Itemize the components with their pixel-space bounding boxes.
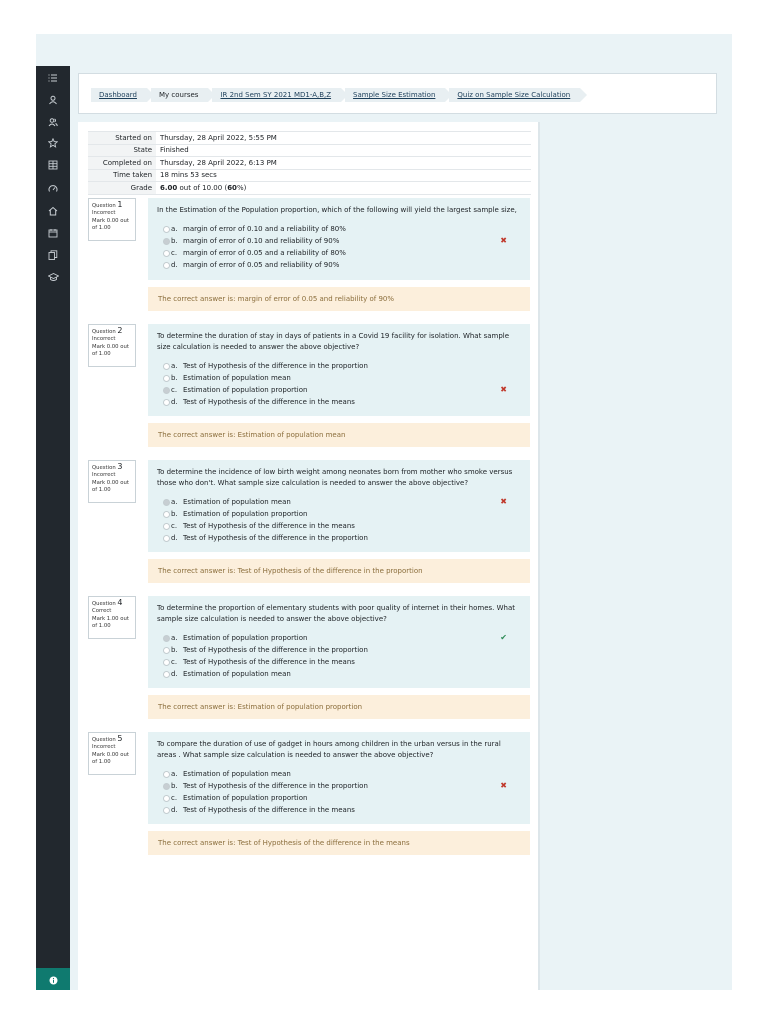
radio-button-selected[interactable] bbox=[163, 499, 170, 506]
incorrect-icon: ✖ bbox=[500, 236, 507, 245]
answer-option[interactable]: c. Estimation of population proportion bbox=[157, 792, 521, 804]
question-status: Incorrect bbox=[92, 210, 116, 217]
question-mark: Mark 0.00 out of 1.00 bbox=[92, 751, 129, 766]
sidebar bbox=[36, 66, 70, 990]
answer-option[interactable]: a. margin of error of 0.10 and a reliability of 80% bbox=[157, 223, 521, 235]
users-icon[interactable] bbox=[36, 114, 70, 130]
answer-options bbox=[157, 223, 521, 271]
breadcrumb-panel bbox=[78, 73, 717, 114]
question-text: To determine the duration of stay in days of patients in a Covid 19 facility for isolation. What sample size calculation is needed to answer the above objective? bbox=[157, 332, 510, 351]
summary-row bbox=[88, 132, 531, 145]
question-info bbox=[88, 732, 136, 775]
answer-option[interactable]: d. Test of Hypothesis of the difference in the proportion bbox=[157, 532, 521, 544]
breadcrumb-course[interactable]: IR 2nd Sem SY 2021 MD1-A,B,Z bbox=[212, 88, 341, 102]
incorrect-icon: ✖ bbox=[500, 781, 507, 790]
summary-label: State bbox=[88, 144, 156, 157]
grade-value bbox=[156, 182, 531, 195]
answer-option[interactable]: d. Test of Hypothesis of the difference in the means bbox=[157, 396, 521, 408]
question-number: Question 4 bbox=[92, 598, 123, 607]
breadcrumb-dashboard[interactable]: Dashboard bbox=[91, 88, 147, 102]
radio-button[interactable] bbox=[163, 771, 170, 778]
answer-option[interactable]: b. Test of Hypothesis of the difference in the proportion bbox=[157, 644, 521, 656]
answer-option[interactable]: a. Estimation of population mean ✖ bbox=[157, 496, 521, 508]
star-icon[interactable] bbox=[36, 135, 70, 151]
answer-option[interactable]: a. Test of Hypothesis of the difference in the proportion bbox=[157, 360, 521, 372]
radio-button[interactable] bbox=[163, 523, 170, 530]
grade-close: %) bbox=[236, 183, 247, 192]
correct-answer-feedback: The correct answer is: Estimation of population mean bbox=[148, 423, 530, 447]
breadcrumb bbox=[91, 88, 584, 102]
question-status: Incorrect bbox=[92, 472, 116, 479]
answer-option[interactable]: c. Test of Hypothesis of the difference in the means bbox=[157, 656, 521, 668]
question-text: In the Estimation of the Population proportion, which of the following will yield the largest sample size, bbox=[157, 206, 517, 214]
question-info bbox=[88, 198, 136, 241]
question-status: Correct bbox=[92, 608, 112, 615]
calendar-icon[interactable] bbox=[36, 225, 70, 241]
question-number: Question 1 bbox=[92, 200, 123, 209]
radio-button[interactable] bbox=[163, 375, 170, 382]
user-icon[interactable] bbox=[36, 92, 70, 108]
question-content bbox=[148, 460, 530, 552]
summary-label: Grade bbox=[88, 182, 156, 195]
incorrect-icon: ✖ bbox=[500, 497, 507, 506]
incorrect-icon: ✖ bbox=[500, 385, 507, 394]
question-mark: Mark 0.00 out of 1.00 bbox=[92, 217, 129, 232]
answer-option[interactable]: d. Estimation of population mean bbox=[157, 668, 521, 680]
summary-value: Thursday, 28 April 2022, 6:13 PM bbox=[156, 157, 531, 170]
graduation-cap-icon[interactable] bbox=[36, 269, 70, 285]
answer-option[interactable]: b. Estimation of population mean bbox=[157, 372, 521, 384]
summary-row bbox=[88, 182, 531, 195]
summary-value: 18 mins 53 secs bbox=[156, 169, 531, 182]
radio-button-selected[interactable] bbox=[163, 387, 170, 394]
answer-option[interactable]: c. Test of Hypothesis of the difference in the means bbox=[157, 520, 521, 532]
info-icon bbox=[49, 970, 58, 989]
summary-row bbox=[88, 144, 531, 157]
answer-options bbox=[157, 632, 521, 680]
question-mark: Mark 0.00 out of 1.00 bbox=[92, 479, 129, 494]
answer-option[interactable]: b. margin of error of 0.10 and reliability of 90% ✖ bbox=[157, 235, 521, 247]
answer-options bbox=[157, 768, 521, 816]
radio-button[interactable] bbox=[163, 511, 170, 518]
breadcrumb-my-courses: My courses bbox=[151, 88, 208, 102]
question-content bbox=[148, 732, 530, 824]
summary-label: Started on bbox=[88, 132, 156, 145]
radio-button[interactable] bbox=[163, 795, 170, 802]
summary-value: Thursday, 28 April 2022, 5:55 PM bbox=[156, 132, 531, 145]
summary-row bbox=[88, 169, 531, 182]
question-status: Incorrect bbox=[92, 336, 116, 343]
grade-score: 6.00 bbox=[160, 183, 178, 192]
correct-answer-feedback: The correct answer is: Test of Hypothesis of the difference in the proportion bbox=[148, 559, 530, 583]
answer-option[interactable]: d. margin of error of 0.05 and reliability of 90% bbox=[157, 259, 521, 271]
correct-check-icon: ✔ bbox=[500, 633, 507, 642]
answer-option[interactable]: a. Estimation of population mean bbox=[157, 768, 521, 780]
radio-button-selected[interactable] bbox=[163, 635, 170, 642]
answer-option[interactable]: a. Estimation of population proportion ✔ bbox=[157, 632, 521, 644]
correct-answer-feedback: The correct answer is: Estimation of population proportion bbox=[148, 695, 530, 719]
radio-button-selected[interactable] bbox=[163, 783, 170, 790]
question-number: Question 5 bbox=[92, 734, 123, 743]
radio-button[interactable] bbox=[163, 363, 170, 370]
radio-button[interactable] bbox=[163, 399, 170, 406]
radio-button[interactable] bbox=[163, 807, 170, 814]
grade-out-of: out of 10.00 ( bbox=[179, 183, 228, 192]
summary-row bbox=[88, 157, 531, 170]
breadcrumb-quiz[interactable]: Quiz on Sample Size Calculation bbox=[449, 88, 580, 102]
question-number: Question 2 bbox=[92, 326, 123, 335]
answer-options bbox=[157, 360, 521, 408]
question-text: To compare the duration of use of gadget in hours among children in the urban versus in the rural areas . What sample size calculation is needed to answer the above objective? bbox=[157, 740, 501, 759]
answer-option[interactable]: b. Test of Hypothesis of the difference in the proportion ✖ bbox=[157, 780, 521, 792]
question-status: Incorrect bbox=[92, 744, 116, 751]
radio-button[interactable] bbox=[163, 647, 170, 654]
answer-option[interactable]: c. Estimation of population proportion ✖ bbox=[157, 384, 521, 396]
question-text: To determine the incidence of low birth weight among neonates born from mother who smoke versus those who don't. What sample size calculation is needed to answer the above objective? bbox=[157, 468, 513, 487]
radio-button[interactable] bbox=[163, 226, 170, 233]
radio-button[interactable] bbox=[163, 659, 170, 666]
summary-label: Completed on bbox=[88, 157, 156, 170]
question-content bbox=[148, 198, 530, 280]
question-mark: Mark 1.00 out of 1.00 bbox=[92, 615, 129, 630]
attempt-summary bbox=[88, 131, 531, 195]
answer-options bbox=[157, 496, 521, 544]
table-icon[interactable] bbox=[36, 157, 70, 173]
correct-answer-feedback: The correct answer is: margin of error of 0.05 and reliability of 90% bbox=[148, 287, 530, 311]
gauge-icon[interactable] bbox=[36, 181, 70, 197]
question-info bbox=[88, 460, 136, 503]
radio-button-selected[interactable] bbox=[163, 238, 170, 245]
question-info bbox=[88, 596, 136, 639]
answer-option[interactable]: b. Estimation of population proportion bbox=[157, 508, 521, 520]
question-mark: Mark 0.00 out of 1.00 bbox=[92, 343, 129, 358]
summary-value: Finished bbox=[156, 144, 531, 157]
info-button[interactable] bbox=[36, 968, 70, 990]
question-text: To determine the proportion of elementary students with poor quality of internet in their homes. What sample size calculation is needed to answer the above objective? bbox=[157, 604, 515, 623]
radio-button[interactable] bbox=[163, 671, 170, 678]
correct-answer-feedback: The correct answer is: Test of Hypothesis of the difference in the means bbox=[148, 831, 530, 855]
question-number: Question 3 bbox=[92, 462, 123, 471]
radio-button[interactable] bbox=[163, 535, 170, 542]
list-icon[interactable] bbox=[36, 70, 70, 86]
question-info bbox=[88, 324, 136, 367]
question-content bbox=[148, 324, 530, 416]
radio-button[interactable] bbox=[163, 262, 170, 269]
grade-percent: 60 bbox=[227, 183, 237, 192]
answer-option[interactable]: c. margin of error of 0.05 and a reliability of 80% bbox=[157, 247, 521, 259]
radio-button[interactable] bbox=[163, 250, 170, 257]
files-icon[interactable] bbox=[36, 247, 70, 263]
question-content bbox=[148, 596, 530, 688]
summary-label: Time taken bbox=[88, 169, 156, 182]
breadcrumb-section[interactable]: Sample Size Estimation bbox=[345, 88, 445, 102]
home-icon[interactable] bbox=[36, 203, 70, 219]
answer-option[interactable]: d. Test of Hypothesis of the difference in the means bbox=[157, 804, 521, 816]
